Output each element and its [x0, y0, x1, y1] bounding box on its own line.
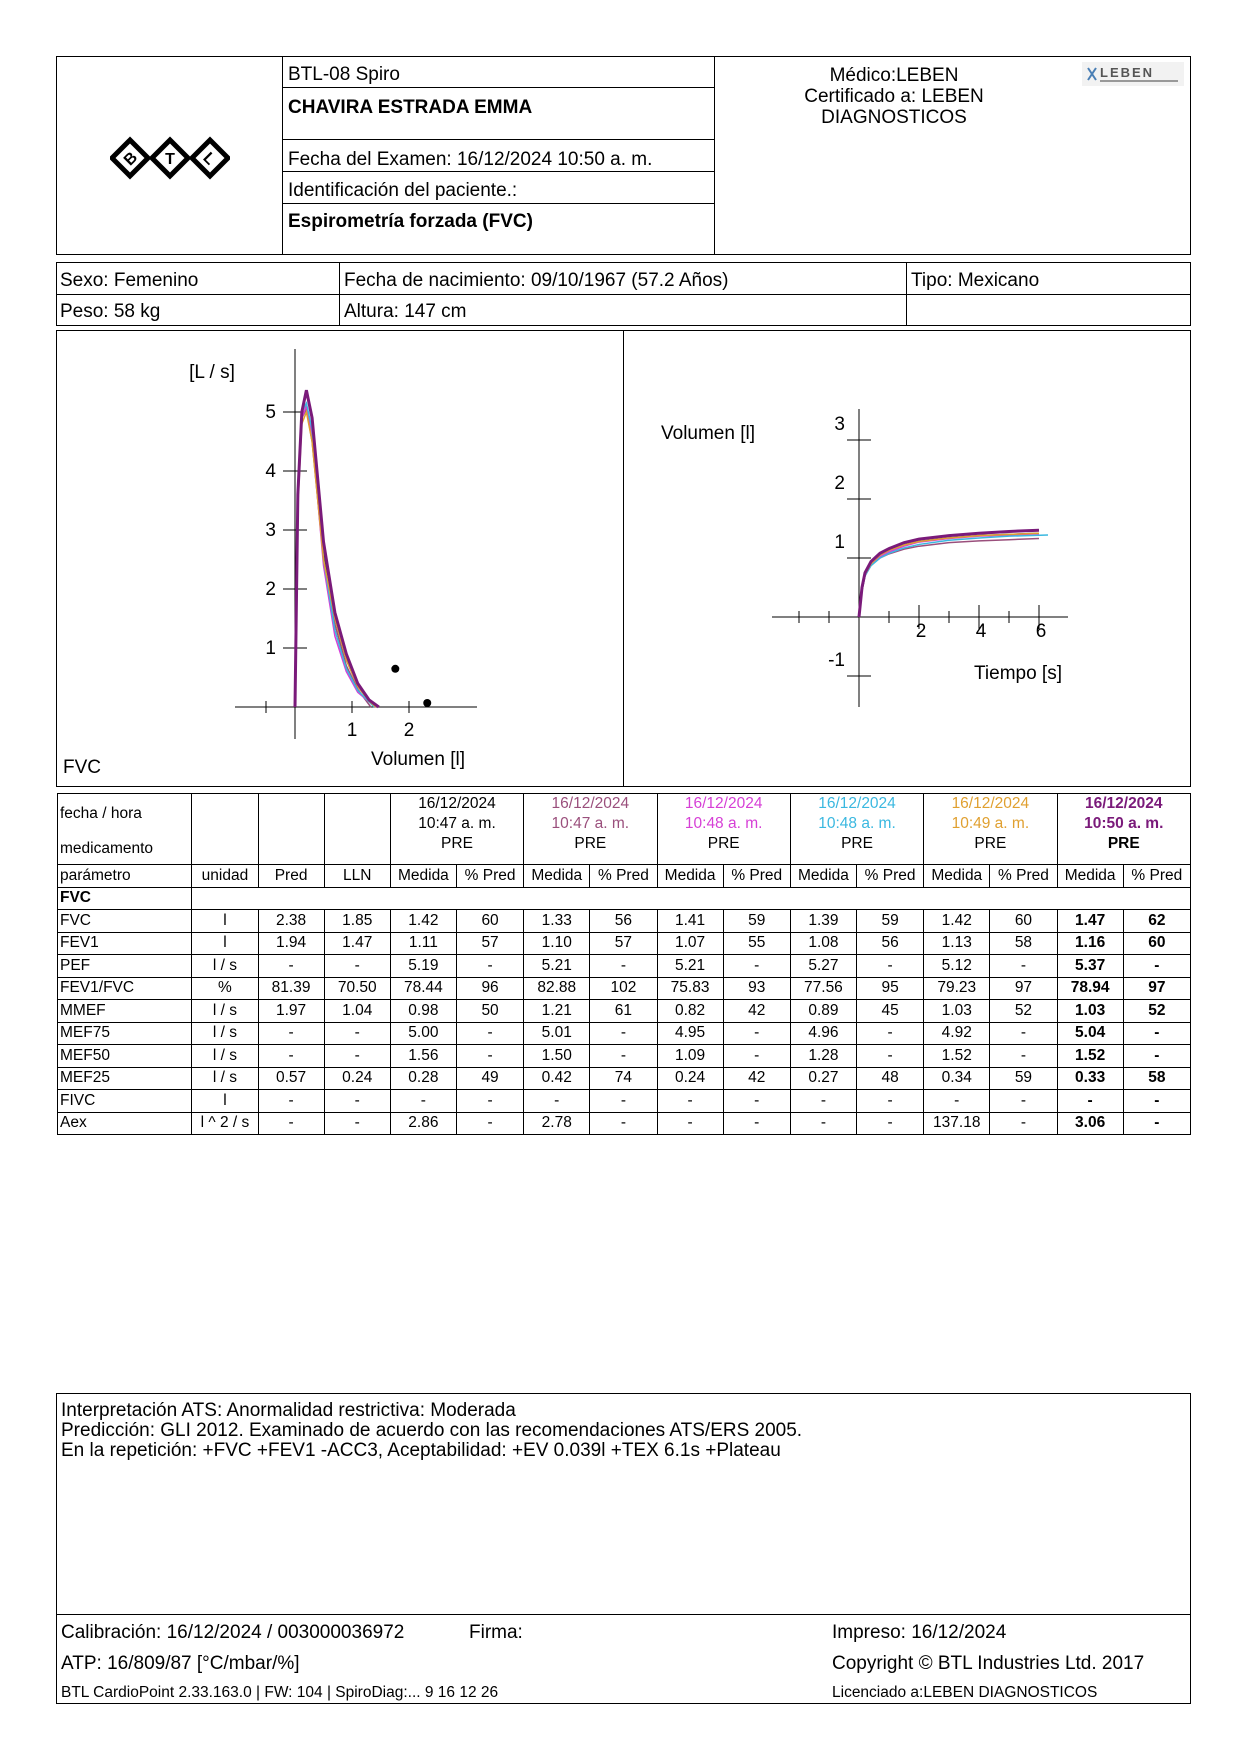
- column-header: % Pred: [857, 865, 924, 888]
- table-cell: l: [192, 910, 258, 933]
- fecha-label: fecha / hora: [58, 794, 192, 835]
- table-cell: 4.92: [924, 1022, 990, 1045]
- flow-curve: [295, 406, 375, 707]
- table-cell: l / s: [192, 1000, 258, 1023]
- table-cell: 4.96: [790, 1022, 856, 1045]
- table-cell: -: [857, 1022, 924, 1045]
- table-cell: -: [990, 1112, 1057, 1135]
- table-cell: 2.38: [258, 910, 324, 933]
- table-cell: 56: [590, 910, 657, 933]
- table-cell: -: [723, 955, 790, 978]
- table-cell: -: [857, 1090, 924, 1113]
- table-cell: -: [258, 1090, 324, 1113]
- table-cell: 1.47: [324, 932, 390, 955]
- table-cell: 58: [990, 932, 1057, 955]
- trial-datetime: [657, 794, 790, 835]
- table-cell: 82.88: [524, 977, 590, 1000]
- table-cell: 0.27: [790, 1067, 856, 1090]
- column-header: Medida: [924, 865, 990, 888]
- parameter-name: MEF50: [58, 1045, 192, 1068]
- volume-curve: [859, 534, 1039, 617]
- trial-time: 10:50 a. m.: [1084, 815, 1164, 832]
- table-cell: -: [524, 1090, 590, 1113]
- table-cell: 0.24: [324, 1067, 390, 1090]
- parameter-name: FEV1/FVC: [58, 977, 192, 1000]
- table-cell: -: [324, 1022, 390, 1045]
- table-cell: 0.98: [390, 1000, 456, 1023]
- column-header: Medida: [524, 865, 590, 888]
- table-cell: -: [258, 1045, 324, 1068]
- device-name: BTL-08 Spiro: [288, 64, 400, 85]
- flow-curve: [295, 409, 371, 707]
- results-table: [57, 793, 1191, 1135]
- table-cell: l / s: [192, 1067, 258, 1090]
- table-cell: -: [456, 1090, 523, 1113]
- table-cell: 61: [590, 1000, 657, 1023]
- flow-curve: [295, 412, 376, 707]
- table-cell: -: [723, 1022, 790, 1045]
- chart-title: FVC: [63, 757, 101, 778]
- table-cell: 1.50: [524, 1045, 590, 1068]
- leben-logo: [1082, 62, 1184, 86]
- table-cell: 1.11: [390, 932, 456, 955]
- flow-curve: [295, 390, 379, 707]
- table-cell: 42: [723, 1000, 790, 1023]
- table-cell: 1.39: [790, 910, 856, 933]
- table-cell: 78.94: [1057, 977, 1123, 1000]
- table-cell: -: [456, 1045, 523, 1068]
- table-cell: -: [1123, 955, 1190, 978]
- table-cell: 58: [1123, 1067, 1190, 1090]
- table-header-med-row: [58, 834, 1191, 865]
- y-tick-label: -1: [828, 650, 845, 671]
- column-header: Medida: [790, 865, 856, 888]
- parameter-name: MEF75: [58, 1022, 192, 1045]
- table-cell: 52: [990, 1000, 1057, 1023]
- y-tick-label: 5: [265, 402, 276, 423]
- trial-datetime: [924, 794, 1057, 835]
- volume-curve: [859, 533, 1039, 617]
- trial-time: 10:48 a. m.: [684, 815, 763, 832]
- patient-type: Tipo: Mexicano: [911, 270, 1040, 291]
- table-cell: 1.42: [924, 910, 990, 933]
- table-cell: 5.01: [524, 1022, 590, 1045]
- table-cell: 1.52: [924, 1045, 990, 1068]
- table-cell: -: [857, 1045, 924, 1068]
- trial-time: 10:48 a. m.: [818, 815, 896, 832]
- table-cell: 5.21: [524, 955, 590, 978]
- table-cell: 1.08: [790, 932, 856, 955]
- table-cell: l: [192, 932, 258, 955]
- table-cell: -: [990, 1045, 1057, 1068]
- table-cell: 1.52: [1057, 1045, 1123, 1068]
- column-header: unidad: [192, 865, 258, 888]
- table-cell: -: [790, 1112, 856, 1135]
- trial-date: 16/12/2024: [951, 795, 1030, 812]
- leben-logo-text: LEBEN: [1100, 65, 1155, 80]
- table-cell: -: [590, 1045, 657, 1068]
- marker-dot: [391, 665, 399, 673]
- y-tick-label: 1: [265, 638, 276, 659]
- interpretation-line3: En la repetición: +FVC +FEV1 -ACC3, Aceptabilidad: +EV 0.039l +TEX 6.1s +Plateau: [61, 1440, 781, 1461]
- y-axis-label: Volumen [l]: [661, 423, 755, 444]
- x-tick-label: 6: [1035, 621, 1047, 642]
- table-cell: -: [1123, 1022, 1190, 1045]
- table-cell: 5.21: [657, 955, 723, 978]
- table-cell: 2.78: [524, 1112, 590, 1135]
- trial-datetime: [524, 794, 657, 835]
- test-type: Espirometría forzada (FVC): [288, 211, 533, 232]
- x-tick-label: 2: [403, 720, 415, 741]
- table-cell: -: [324, 955, 390, 978]
- column-header: % Pred: [456, 865, 523, 888]
- logo-letter-l: L: [199, 149, 219, 169]
- trial-date: 16/12/2024: [551, 795, 630, 812]
- table-cell: -: [657, 1090, 723, 1113]
- flow-curve: [295, 406, 376, 707]
- section-label: FVC: [58, 887, 192, 910]
- table-cell: l / s: [192, 1022, 258, 1045]
- table-cell: -: [590, 1022, 657, 1045]
- printed-date: Impreso: 16/12/2024: [832, 1622, 1007, 1643]
- table-cell: 62: [1123, 910, 1190, 933]
- medicamento-label: medicamento: [58, 834, 192, 865]
- parameter-name: MMEF: [58, 1000, 192, 1023]
- copyright: Copyright © BTL Industries Ltd. 2017: [832, 1653, 1145, 1674]
- trial-date: 16/12/2024: [418, 795, 496, 812]
- table-cell: 5.04: [1057, 1022, 1123, 1045]
- table-cell: 0.24: [657, 1067, 723, 1090]
- table-cell: -: [990, 1022, 1057, 1045]
- table-cell: 1.09: [657, 1045, 723, 1068]
- table-cell: -: [990, 1090, 1057, 1113]
- flow-volume-chart: [57, 331, 623, 786]
- table-cell: 70.50: [324, 977, 390, 1000]
- table-cell: -: [258, 1022, 324, 1045]
- trial-time: 10:49 a. m.: [951, 815, 1030, 832]
- table-cell: 93: [723, 977, 790, 1000]
- volume-time-chart: [624, 331, 1190, 786]
- certified-line2: DIAGNOSTICOS: [821, 107, 967, 128]
- table-cell: 59: [857, 910, 924, 933]
- table-cell: 45: [857, 1000, 924, 1023]
- parameter-name: FVC: [58, 910, 192, 933]
- table-cell: 95: [857, 977, 924, 1000]
- table-cell: 4.95: [657, 1022, 723, 1045]
- table-cell: 50: [456, 1000, 523, 1023]
- table-cell: 0.42: [524, 1067, 590, 1090]
- logo-letter-t: T: [165, 151, 175, 168]
- patient-name: CHAVIRA ESTRADA EMMA: [288, 97, 533, 118]
- table-cell: 57: [456, 932, 523, 955]
- table-cell: 1.16: [1057, 932, 1123, 955]
- volume-curve: [859, 535, 1048, 617]
- volume-curve: [859, 533, 1039, 617]
- table-cell: -: [324, 1112, 390, 1135]
- table-row: [58, 910, 1191, 933]
- table-cell: -: [990, 955, 1057, 978]
- table-cell: 3.06: [1057, 1112, 1123, 1135]
- table-row: [58, 1112, 1191, 1135]
- y-tick-label: 2: [265, 579, 276, 600]
- table-cell: 60: [990, 910, 1057, 933]
- table-cell: 1.41: [657, 910, 723, 933]
- trial-datetime: [790, 794, 923, 835]
- trial-date: 16/12/2024: [1084, 795, 1163, 812]
- table-cell: 74: [590, 1067, 657, 1090]
- column-header: Medida: [1057, 865, 1123, 888]
- table-header-date-row: [58, 794, 1191, 835]
- table-cell: -: [390, 1090, 456, 1113]
- trial-date: 16/12/2024: [818, 795, 896, 812]
- table-cell: 0.34: [924, 1067, 990, 1090]
- table-cell: 1.97: [258, 1000, 324, 1023]
- trial-medication: PRE: [390, 834, 523, 865]
- column-header: parámetro: [58, 865, 192, 888]
- table-cell: 5.37: [1057, 955, 1123, 978]
- signature-label: Firma:: [469, 1622, 523, 1643]
- table-cell: 0.33: [1057, 1067, 1123, 1090]
- table-cell: 56: [857, 932, 924, 955]
- patient-sex: Sexo: Femenino: [60, 270, 199, 291]
- table-cell: -: [324, 1045, 390, 1068]
- table-cell: 78.44: [390, 977, 456, 1000]
- interpretation-line2: Predicción: GLI 2012. Examinado de acuerdo con las recomendaciones ATS/ERS 2005.: [61, 1420, 803, 1441]
- btl-logo: [110, 128, 230, 188]
- table-cell: l / s: [192, 955, 258, 978]
- x-tick-label: 2: [915, 621, 927, 642]
- table-cell: 42: [723, 1067, 790, 1090]
- atp-info: ATP: 16/809/87 [°C/mbar/%]: [61, 1653, 300, 1674]
- table-cell: -: [258, 1112, 324, 1135]
- table-cell: 77.56: [790, 977, 856, 1000]
- table-row: [58, 1045, 1191, 1068]
- table-cell: 48: [857, 1067, 924, 1090]
- table-row: [58, 1022, 1191, 1045]
- table-cell: 1.28: [790, 1045, 856, 1068]
- column-header: Medida: [390, 865, 456, 888]
- table-cell: -: [1057, 1090, 1123, 1113]
- x-tick-label: 4: [975, 621, 987, 642]
- interpretation-line1: Interpretación ATS: Anormalidad restrictiva: Moderada: [61, 1400, 516, 1421]
- table-cell: l ^ 2 / s: [192, 1112, 258, 1135]
- table-cell: 0.82: [657, 1000, 723, 1023]
- table-cell: 60: [456, 910, 523, 933]
- table-cell: -: [723, 1112, 790, 1135]
- column-header: Pred: [258, 865, 324, 888]
- table-cell: 1.33: [524, 910, 590, 933]
- table-cell: -: [456, 1022, 523, 1045]
- parameter-name: MEF25: [58, 1067, 192, 1090]
- table-cell: 1.85: [324, 910, 390, 933]
- table-column-header-row: [58, 865, 1191, 888]
- table-cell: 1.03: [924, 1000, 990, 1023]
- table-cell: -: [657, 1112, 723, 1135]
- calibration: Calibración: 16/12/2024 / 003000036972: [61, 1622, 405, 1643]
- parameter-name: PEF: [58, 955, 192, 978]
- x-axis-label: Tiempo [s]: [974, 663, 1062, 684]
- column-header: % Pred: [590, 865, 657, 888]
- table-section-row: [58, 887, 1191, 910]
- trial-time: 10:47 a. m.: [551, 815, 630, 832]
- x-axis-label: Volumen [l]: [371, 749, 465, 770]
- table-cell: 1.21: [524, 1000, 590, 1023]
- y-tick-label: 3: [834, 414, 845, 435]
- table-cell: -: [258, 955, 324, 978]
- parameter-name: FIVC: [58, 1090, 192, 1113]
- table-cell: 5.00: [390, 1022, 456, 1045]
- table-cell: 81.39: [258, 977, 324, 1000]
- table-cell: 5.19: [390, 955, 456, 978]
- table-cell: 5.12: [924, 955, 990, 978]
- y-axis-label: [L / s]: [189, 362, 235, 383]
- column-header: % Pred: [723, 865, 790, 888]
- table-cell: 52: [1123, 1000, 1190, 1023]
- table-row: [58, 1090, 1191, 1113]
- table-cell: -: [590, 1112, 657, 1135]
- marker-dot: [423, 699, 431, 707]
- column-header: LLN: [324, 865, 390, 888]
- table-cell: 0.28: [390, 1067, 456, 1090]
- table-row: [58, 1067, 1191, 1090]
- table-cell: 0.89: [790, 1000, 856, 1023]
- table-cell: 0.57: [258, 1067, 324, 1090]
- table-cell: 1.03: [1057, 1000, 1123, 1023]
- table-cell: 1.07: [657, 932, 723, 955]
- table-cell: -: [590, 1090, 657, 1113]
- column-header: Medida: [657, 865, 723, 888]
- logo-letter-b: B: [120, 148, 142, 170]
- table-cell: l: [192, 1090, 258, 1113]
- table-cell: 96: [456, 977, 523, 1000]
- table-cell: 1.10: [524, 932, 590, 955]
- table-cell: 59: [723, 910, 790, 933]
- trial-datetime: [390, 794, 523, 835]
- table-cell: -: [723, 1045, 790, 1068]
- table-cell: 1.13: [924, 932, 990, 955]
- y-tick-label: 2: [834, 473, 845, 494]
- table-cell: 59: [990, 1067, 1057, 1090]
- table-cell: -: [456, 955, 523, 978]
- trial-date: 16/12/2024: [684, 795, 763, 812]
- column-header: % Pred: [990, 865, 1057, 888]
- table-cell: 2.86: [390, 1112, 456, 1135]
- table-cell: 1.56: [390, 1045, 456, 1068]
- license-info: Licenciado a:LEBEN DIAGNOSTICOS: [832, 1684, 1098, 1701]
- trial-datetime: [1057, 794, 1190, 835]
- table-cell: 60: [1123, 932, 1190, 955]
- column-header: % Pred: [1123, 865, 1190, 888]
- table-cell: -: [590, 955, 657, 978]
- flow-curve: [295, 403, 374, 707]
- table-row: [58, 955, 1191, 978]
- exam-date: Fecha del Examen: 16/12/2024 10:50 a. m.: [288, 149, 653, 170]
- table-cell: 102: [590, 977, 657, 1000]
- table-row: [58, 1000, 1191, 1023]
- table-cell: 57: [590, 932, 657, 955]
- table-cell: -: [790, 1090, 856, 1113]
- table-cell: 1.47: [1057, 910, 1123, 933]
- table-cell: -: [924, 1090, 990, 1113]
- table-cell: 97: [990, 977, 1057, 1000]
- trial-medication: PRE: [524, 834, 657, 865]
- trial-medication: PRE: [790, 834, 923, 865]
- table-cell: 49: [456, 1067, 523, 1090]
- table-row: [58, 932, 1191, 955]
- trial-medication: PRE: [1057, 834, 1190, 865]
- table-cell: 1.94: [258, 932, 324, 955]
- table-cell: 1.04: [324, 1000, 390, 1023]
- patient-height: Altura: 147 cm: [344, 301, 467, 322]
- table-cell: 79.23: [924, 977, 990, 1000]
- y-tick-label: 1: [834, 532, 845, 553]
- trial-medication: PRE: [657, 834, 790, 865]
- table-cell: 75.83: [657, 977, 723, 1000]
- trial-medication: PRE: [924, 834, 1057, 865]
- table-cell: 55: [723, 932, 790, 955]
- patient-birth: Fecha de nacimiento: 09/10/1967 (57.2 Años): [344, 270, 729, 291]
- parameter-name: Aex: [58, 1112, 192, 1135]
- table-cell: 97: [1123, 977, 1190, 1000]
- patient-id: Identificación del paciente.:: [288, 180, 518, 201]
- table-cell: -: [1123, 1112, 1190, 1135]
- table-cell: 5.27: [790, 955, 856, 978]
- table-cell: 137.18: [924, 1112, 990, 1135]
- certified-line1: Certificado a: LEBEN: [804, 86, 984, 107]
- table-cell: -: [456, 1112, 523, 1135]
- software-version: BTL CardioPoint 2.33.163.0 | FW: 104 | SpiroDiag:... 9 16 12 26: [61, 1684, 499, 1701]
- table-cell: -: [857, 955, 924, 978]
- table-row: [58, 977, 1191, 1000]
- patient-weight: Peso: 58 kg: [60, 301, 161, 322]
- table-cell: -: [857, 1112, 924, 1135]
- table-cell: -: [1123, 1090, 1190, 1113]
- trial-time: 10:47 a. m.: [418, 815, 496, 832]
- parameter-name: FEV1: [58, 932, 192, 955]
- table-cell: %: [192, 977, 258, 1000]
- doctor-name: Médico:LEBEN: [829, 65, 959, 86]
- table-cell: -: [1123, 1045, 1190, 1068]
- table-cell: -: [723, 1090, 790, 1113]
- y-tick-label: 4: [265, 461, 276, 482]
- table-cell: l / s: [192, 1045, 258, 1068]
- y-tick-label: 3: [265, 520, 276, 541]
- x-tick-label: 1: [346, 720, 358, 741]
- table-cell: 1.42: [390, 910, 456, 933]
- table-cell: -: [324, 1090, 390, 1113]
